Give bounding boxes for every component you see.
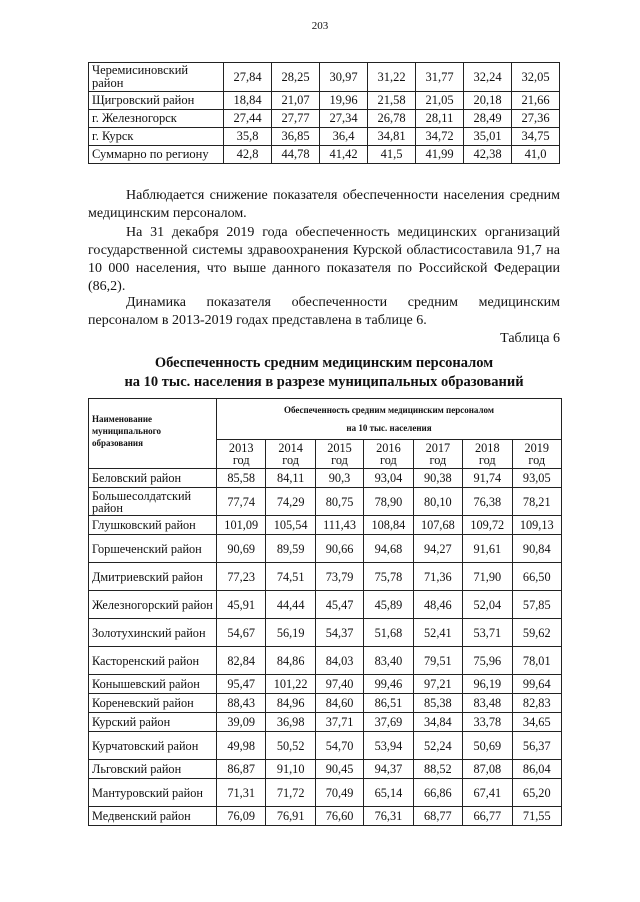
value-cell: 90,38: [413, 469, 462, 488]
value-cell: 83,40: [364, 647, 413, 675]
value-cell: 94,68: [364, 535, 413, 563]
value-cell: 35,01: [464, 128, 512, 146]
value-cell: 75,78: [364, 563, 413, 591]
header-municipality: Наименование муниципального образования: [89, 399, 217, 469]
value-cell: 75,96: [463, 647, 512, 675]
table-row: [89, 63, 560, 92]
value-cell: 27,44: [224, 110, 272, 128]
year-header: [266, 440, 315, 469]
value-cell: 84,60: [315, 694, 363, 713]
value-cell: 84,86: [266, 647, 315, 675]
table-row: [89, 563, 562, 591]
year-header: [364, 440, 413, 469]
year-value: 2016: [376, 441, 401, 455]
value-cell: 105,54: [266, 516, 315, 535]
value-cell: 67,41: [463, 779, 512, 807]
year-value: 2019: [524, 441, 550, 455]
year-value: 2017: [425, 441, 451, 455]
value-cell: 84,11: [266, 469, 315, 488]
year-value: 2013: [228, 441, 254, 455]
value-cell: 44,78: [272, 146, 320, 164]
value-cell: 89,59: [266, 535, 315, 563]
row-name: Щигровский район: [89, 92, 224, 110]
value-cell: 49,98: [217, 732, 266, 760]
value-cell: 21,07: [272, 92, 320, 110]
header-group: [217, 399, 562, 440]
value-cell: 54,67: [217, 619, 266, 647]
value-cell: 34,81: [368, 128, 416, 146]
year-suffix: год: [429, 453, 447, 467]
value-cell: 27,34: [320, 110, 368, 128]
value-cell: 28,49: [464, 110, 512, 128]
value-cell: 84,96: [266, 694, 315, 713]
table-title-line1: Обеспеченность средним медицинским персоналом: [154, 355, 494, 371]
value-cell: 88,52: [413, 760, 462, 779]
value-cell: 34,75: [512, 128, 560, 146]
value-cell: 57,85: [512, 591, 561, 619]
value-cell: 108,84: [364, 516, 413, 535]
value-cell: 84,03: [315, 647, 363, 675]
value-cell: 65,14: [364, 779, 413, 807]
row-name: Суммарно по региону: [89, 146, 224, 164]
value-cell: 93,05: [512, 469, 561, 488]
value-cell: 86,51: [364, 694, 413, 713]
value-cell: 90,66: [315, 535, 363, 563]
value-cell: 52,04: [463, 591, 512, 619]
value-cell: 50,52: [266, 732, 315, 760]
value-cell: 41,99: [416, 146, 464, 164]
value-cell: 111,43: [315, 516, 363, 535]
value-cell: 94,27: [413, 535, 462, 563]
table-row: [89, 488, 562, 516]
value-cell: 35,8: [224, 128, 272, 146]
header-group-line2: на 10 тыс. населения: [346, 423, 432, 433]
value-cell: 53,94: [364, 732, 413, 760]
row-name: Черемисиновский район: [89, 63, 224, 92]
value-cell: 101,22: [266, 675, 315, 694]
value-cell: 37,71: [315, 713, 363, 732]
value-cell: 41,42: [320, 146, 368, 164]
value-cell: 65,20: [512, 779, 561, 807]
value-cell: 30,97: [320, 63, 368, 92]
value-cell: 44,44: [266, 591, 315, 619]
header-group-line1: Обеспеченность средним медицинским персоналом: [284, 405, 494, 415]
value-cell: 71,72: [266, 779, 315, 807]
row-name: Беловский район: [89, 469, 217, 488]
value-cell: 74,29: [266, 488, 315, 516]
value-cell: 91,74: [463, 469, 512, 488]
value-cell: 78,21: [512, 488, 561, 516]
value-cell: 21,05: [416, 92, 464, 110]
value-cell: 86,87: [217, 760, 266, 779]
table-row: [89, 647, 562, 675]
table-row: [89, 675, 562, 694]
value-cell: 71,90: [463, 563, 512, 591]
row-name: Курский район: [89, 713, 217, 732]
table-title: [88, 354, 560, 392]
table-title-line2: на 10 тыс. населения в разрезе муниципальных образований: [124, 374, 524, 390]
value-cell: 34,65: [512, 713, 561, 732]
value-cell: 99,64: [512, 675, 561, 694]
value-cell: 95,47: [217, 675, 266, 694]
value-cell: 80,10: [413, 488, 462, 516]
row-name: Касторенский район: [89, 647, 217, 675]
value-cell: 85,38: [413, 694, 462, 713]
paragraph-decrease: Наблюдается снижение показателя обеспеченности населения средним медицинским персоналом.: [88, 188, 560, 221]
value-cell: 101,09: [217, 516, 266, 535]
value-cell: 20,18: [464, 92, 512, 110]
value-cell: 56,19: [266, 619, 315, 647]
value-cell: 79,51: [413, 647, 462, 675]
table-row: [89, 760, 562, 779]
value-cell: 27,84: [224, 63, 272, 92]
year-value: 2018: [475, 441, 500, 455]
value-cell: 19,96: [320, 92, 368, 110]
table-row: [89, 807, 562, 826]
value-cell: 31,22: [368, 63, 416, 92]
value-cell: 99,46: [364, 675, 413, 694]
value-cell: 91,61: [463, 535, 512, 563]
continued-table: [88, 62, 560, 164]
row-name: Конышевский район: [89, 675, 217, 694]
row-name: Льговский район: [89, 760, 217, 779]
value-cell: 32,24: [464, 63, 512, 92]
year-suffix: год: [282, 453, 300, 467]
value-cell: 82,84: [217, 647, 266, 675]
value-cell: 42,38: [464, 146, 512, 164]
table-label: Таблица 6: [500, 331, 560, 346]
value-cell: 71,31: [217, 779, 266, 807]
value-cell: 76,91: [266, 807, 315, 826]
row-name: Дмитриевский район: [89, 563, 217, 591]
value-cell: 51,68: [364, 619, 413, 647]
value-cell: 54,70: [315, 732, 363, 760]
value-cell: 42,8: [224, 146, 272, 164]
value-cell: 88,43: [217, 694, 266, 713]
table-row: [89, 516, 562, 535]
year-suffix: год: [528, 453, 546, 467]
value-cell: 45,89: [364, 591, 413, 619]
value-cell: 68,77: [413, 807, 462, 826]
table-row: [89, 732, 562, 760]
value-cell: 66,86: [413, 779, 462, 807]
value-cell: 56,37: [512, 732, 561, 760]
value-cell: 36,98: [266, 713, 315, 732]
value-cell: 39,09: [217, 713, 266, 732]
value-cell: 50,69: [463, 732, 512, 760]
value-cell: 78,90: [364, 488, 413, 516]
row-name: Кореневский район: [89, 694, 217, 713]
table-row: [89, 146, 560, 164]
year-header: [315, 440, 363, 469]
value-cell: 76,09: [217, 807, 266, 826]
year-header: [463, 440, 512, 469]
value-cell: 90,3: [315, 469, 363, 488]
value-cell: 77,23: [217, 563, 266, 591]
table-row: [89, 469, 562, 488]
table-row: [89, 92, 560, 110]
row-name: Курчатовский район: [89, 732, 217, 760]
value-cell: 27,77: [272, 110, 320, 128]
value-cell: 27,36: [512, 110, 560, 128]
value-cell: 52,41: [413, 619, 462, 647]
value-cell: 34,84: [413, 713, 462, 732]
row-name: Железногорский район: [89, 591, 217, 619]
table-row: [89, 619, 562, 647]
value-cell: 77,74: [217, 488, 266, 516]
value-cell: 78,01: [512, 647, 561, 675]
value-cell: 66,50: [512, 563, 561, 591]
value-cell: 31,77: [416, 63, 464, 92]
paragraph-statistic: На 31 декабря 2019 года обеспеченность медицинских организаций государственной системы здравоохранения Курской областисоставила 91,7 на 10 000 населения, что выше данного показателя по Российской Федерации (86,2).: [88, 225, 560, 294]
paragraph-dynamics: Динамика показателя обеспеченности средним медицинским персоналом в 2013-2019 годах представлена в таблице 6.: [88, 295, 560, 328]
table-row: [89, 128, 560, 146]
row-name: Медвенский район: [89, 807, 217, 826]
value-cell: 48,46: [413, 591, 462, 619]
value-cell: 97,40: [315, 675, 363, 694]
row-name: Мантуровский район: [89, 779, 217, 807]
row-name: Золотухинский район: [89, 619, 217, 647]
value-cell: 21,66: [512, 92, 560, 110]
value-cell: 74,51: [266, 563, 315, 591]
value-cell: 85,58: [217, 469, 266, 488]
table-row: [89, 591, 562, 619]
value-cell: 76,60: [315, 807, 363, 826]
value-cell: 59,62: [512, 619, 561, 647]
value-cell: 96,19: [463, 675, 512, 694]
value-cell: 54,37: [315, 619, 363, 647]
coverage-table: [88, 398, 562, 826]
value-cell: 45,91: [217, 591, 266, 619]
year-header: [512, 440, 561, 469]
row-name: Горшеченский район: [89, 535, 217, 563]
value-cell: 90,69: [217, 535, 266, 563]
value-cell: 70,49: [315, 779, 363, 807]
value-cell: 90,45: [315, 760, 363, 779]
year-suffix: год: [232, 453, 250, 467]
value-cell: 36,4: [320, 128, 368, 146]
value-cell: 82,83: [512, 694, 561, 713]
value-cell: 18,84: [224, 92, 272, 110]
value-cell: 107,68: [413, 516, 462, 535]
table-row: [89, 779, 562, 807]
table-row: [89, 535, 562, 563]
row-name: Большесолдатский район: [89, 488, 217, 516]
row-name: г. Курск: [89, 128, 224, 146]
value-cell: 33,78: [463, 713, 512, 732]
value-cell: 97,21: [413, 675, 462, 694]
value-cell: 21,58: [368, 92, 416, 110]
value-cell: 34,72: [416, 128, 464, 146]
value-cell: 26,78: [368, 110, 416, 128]
year-value: 2014: [278, 441, 303, 455]
year-suffix: год: [331, 453, 348, 467]
value-cell: 52,24: [413, 732, 462, 760]
year-header: [217, 440, 266, 469]
value-cell: 90,84: [512, 535, 561, 563]
value-cell: 87,08: [463, 760, 512, 779]
value-cell: 76,31: [364, 807, 413, 826]
value-cell: 41,0: [512, 146, 560, 164]
value-cell: 36,85: [272, 128, 320, 146]
value-cell: 41,5: [368, 146, 416, 164]
page-number: 203: [311, 20, 329, 32]
row-name: Глушковский район: [89, 516, 217, 535]
value-cell: 28,11: [416, 110, 464, 128]
value-cell: 32,05: [512, 63, 560, 92]
table-row: [89, 694, 562, 713]
value-cell: 86,04: [512, 760, 561, 779]
value-cell: 109,13: [512, 516, 561, 535]
value-cell: 76,38: [463, 488, 512, 516]
value-cell: 53,71: [463, 619, 512, 647]
year-header: [413, 440, 462, 469]
value-cell: 91,10: [266, 760, 315, 779]
value-cell: 28,25: [272, 63, 320, 92]
value-cell: 45,47: [315, 591, 363, 619]
value-cell: 109,72: [463, 516, 512, 535]
value-cell: 71,55: [512, 807, 561, 826]
value-cell: 94,37: [364, 760, 413, 779]
value-cell: 83,48: [463, 694, 512, 713]
year-suffix: год: [380, 453, 397, 467]
value-cell: 73,79: [315, 563, 363, 591]
value-cell: 66,77: [463, 807, 512, 826]
value-cell: 80,75: [315, 488, 363, 516]
year-suffix: год: [478, 453, 496, 467]
value-cell: 93,04: [364, 469, 413, 488]
table-row: [89, 713, 562, 732]
table-row: [89, 110, 560, 128]
value-cell: 37,69: [364, 713, 413, 732]
row-name: г. Железногорск: [89, 110, 224, 128]
value-cell: 71,36: [413, 563, 462, 591]
year-value: 2015: [327, 441, 352, 455]
